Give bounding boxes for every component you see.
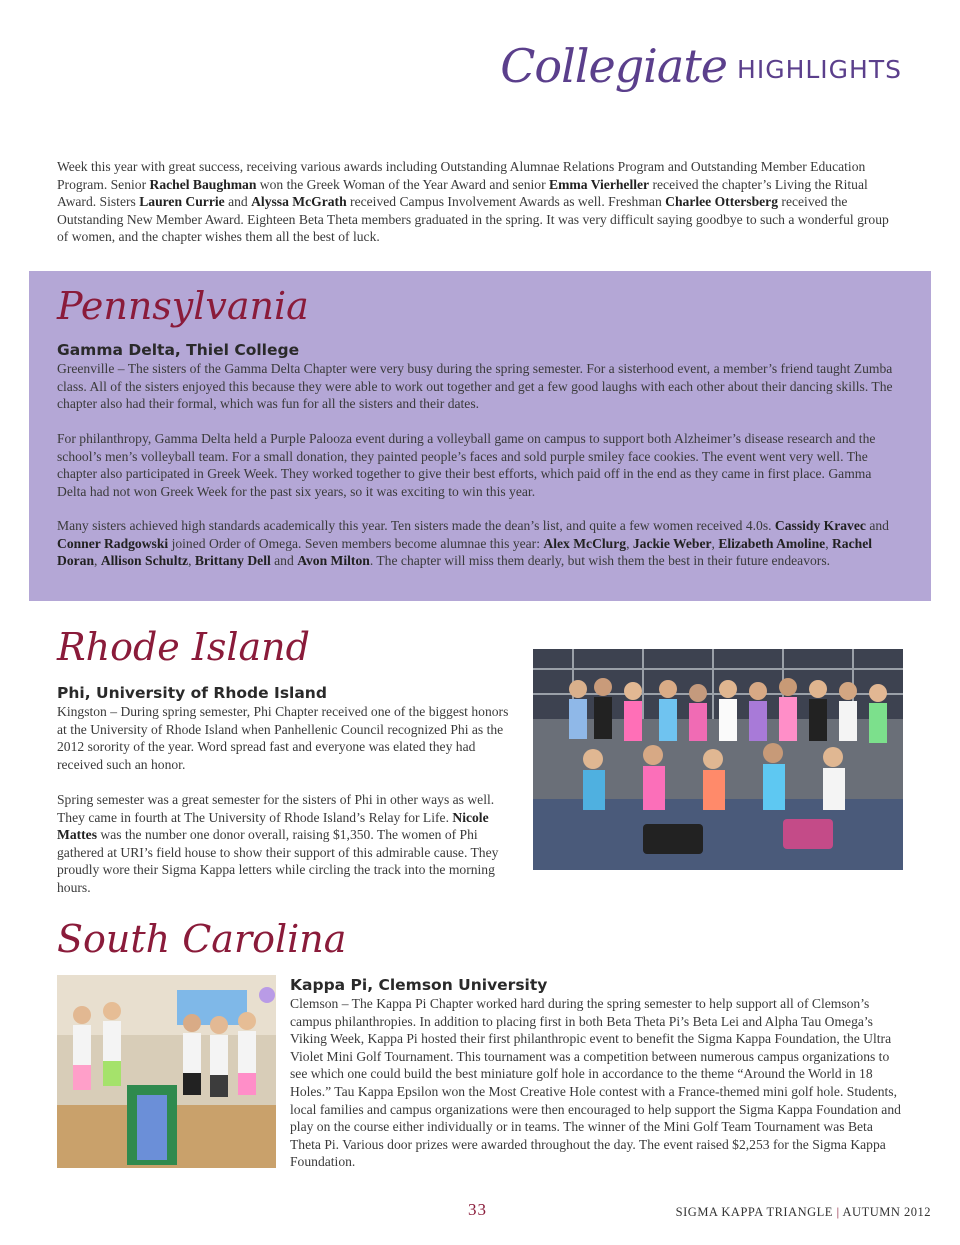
page-number: 33	[468, 1200, 487, 1219]
pennsylvania-paragraph-2: For philanthropy, Gamma Delta held a Purple Palooza event during a volleyball game on campus to support both Alzheimer’s disease research and the school’s men’s volleyball team. For a small donation, they painted people’s faces and sold purple smiley face cookies. The event went very well. The chapter also participated in Greek Week. They worked together to give their best efforts, which paid off in the end as they came in first place. Gamma Delta had not won Greek Week for the past six years, so it was exciting to win this year.	[57, 431, 876, 499]
issue-name: AUTUMN 2012	[842, 1205, 931, 1219]
pennsylvania-paragraph-1: Greenville – The sisters of the Gamma Delta Chapter were very busy during the spring semester. For a sisterhood event, a member’s friend taught Zumba class. All of the sisters enjoyed this because they were able to work out together and get a few good laughs with each other about their dancing skills. The chapter also had their formal, which was fun for all the sisters and their dates.	[57, 361, 893, 412]
rhode-island-chapter-heading: Phi, University of Rhode Island	[57, 684, 327, 702]
page-header	[500, 22, 902, 92]
group-photo-mini-golf	[57, 975, 276, 1168]
group-photo-gym	[533, 649, 903, 870]
publication-name: SIGMA KAPPA TRIANGLE	[675, 1205, 833, 1219]
rhode-island-title: Rhode Island	[57, 625, 310, 669]
pennsylvania-section	[29, 271, 931, 601]
rhode-island-paragraph-1: Kingston – During spring semester, Phi Chapter received one of the biggest honors at the University of Rhode Island when Panhellenic Council recognized Phi as the 2012 sorority of the year. Word spread fast and everyone was elated they had received such an honor.	[57, 704, 509, 772]
header-caps-word: HIGHLIGHTS	[737, 55, 902, 84]
header-script-word: Collegiate	[500, 39, 728, 93]
south-carolina-paragraph: Clemson – The Kappa Pi Chapter worked hard during the spring semester to help support all of Clemson’s campus philanthropies. In addition to placing first in both Beta Theta Pi’s Beta Lei and Alpha Tau Omega’s Viking Week, Kappa Pi hosted their first philanthropic event to benefit the Sigma Kappa Foundation, the Ultra Violet Mini Golf Tournament. This tournament was a competition between numerous campus organizations to see which one could build the best miniature golf hole in accordance to the theme “Around the World in 18 Holes.” Tau Kappa Epsilon won the Most Creative Hole contest with a France-themed mini golf hole. Students, local families and campus organizations were then encouraged to help support the Sigma Kappa Foundation and play on the course either individually or in teams. The winner of the Mini Golf Team Tournament was Beta Theta Pi. Various door prizes were awarded throughout the day. The event raised $2,253 for the Sigma Kappa Foundation.	[290, 996, 901, 1170]
pennsylvania-paragraph-3: Many sisters achieved high standards academically this year. Ten sisters made the dean’s list, and quite a few women received 4.0s. Cassidy Kravec and Conner Radgowski joined Order of Omega. Seven members become alumnae this year: Alex McClurg, Jackie Weber, Elizabeth Amoline, Rachel Doran, Allison Schultz, Brittany Dell and Avon Milton. The chapter will miss them dearly, but wish them the best in their future endeavors.	[57, 518, 889, 569]
group-photo-mini-golf-illustration	[57, 975, 276, 1168]
rhode-island-paragraph-2: Spring semester was a great semester for the sisters of Phi in other ways as well. They came in fourth at The University of Rhode Island’s Relay for Life. Nicole Mattes was the number one donor overall, raising $1,350. The women of Phi gathered at URI’s field house to show their support of this admirable cause. They proudly wore their Sigma Kappa letters while circling the track into the morning hours.	[57, 792, 499, 895]
pennsylvania-chapter-heading: Gamma Delta, Thiel College	[57, 341, 300, 359]
intro-paragraph: Week this year with great success, receiving various awards including Outstanding Alumnae Relations Program and Outstanding Member Education Program. Senior Rachel Baughman won the Greek Woman of the Year Award and senior Emma Vierheller received the chapter’s Living the Ritual Award. Sisters Lauren Currie and Alyssa McGrath received Campus Involvement Awards as well. Freshman Charlee Ottersberg received the Outstanding New Member Award. Eighteen Beta Theta members graduated in the spring. It was very difficult saying goodbye to such a wonderful group of women, and the chapter wishes them all the best of luck.	[57, 159, 889, 245]
footer-publication	[676, 1205, 931, 1220]
footer-separator: |	[836, 1205, 840, 1219]
south-carolina-chapter-heading: Kappa Pi, Clemson University	[290, 976, 548, 994]
pennsylvania-title: Pennsylvania	[57, 284, 309, 328]
south-carolina-title: South Carolina	[57, 917, 347, 961]
group-photo-gym-illustration	[533, 649, 903, 870]
